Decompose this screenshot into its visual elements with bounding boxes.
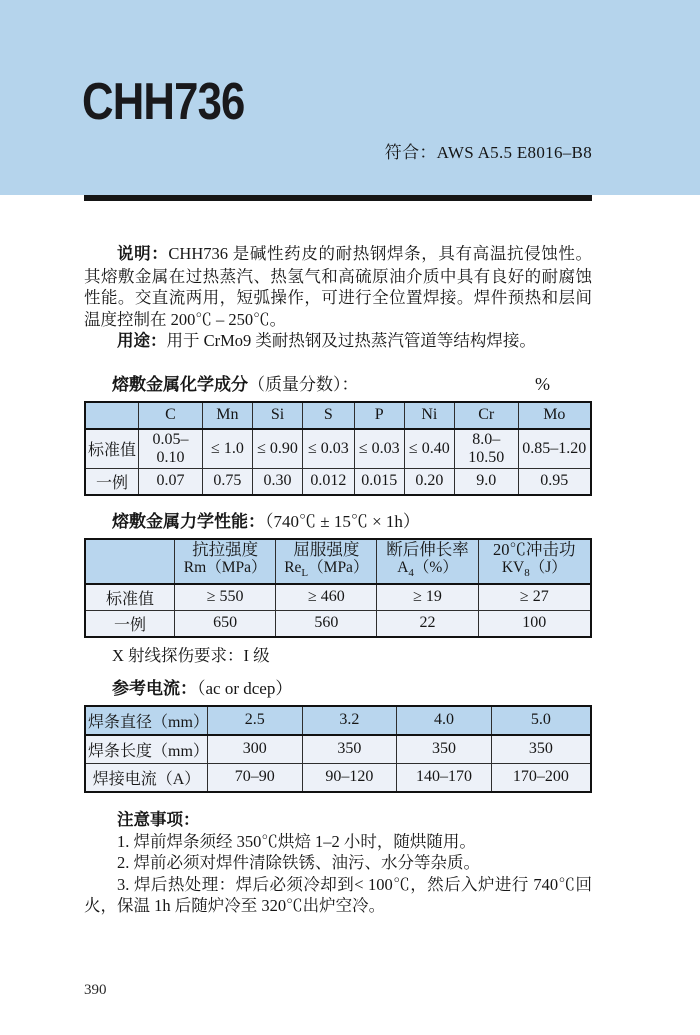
xray-requirement-note: X 射线探伤要求：I 级	[112, 645, 270, 665]
cell-value: ≥ 19	[377, 584, 478, 611]
column-header: S	[303, 402, 355, 429]
column-header-symbol: $A_4(\%)$	[397, 558, 458, 579]
column-header: Mn	[202, 402, 252, 429]
row-label: 焊接电流（A）	[85, 763, 207, 792]
cell-value: 300	[207, 735, 302, 764]
row-label: 焊条直径（mm）	[85, 706, 207, 735]
cell-value: 0.95	[518, 468, 591, 495]
table-row-length	[85, 735, 591, 764]
cell-value: 560	[276, 610, 377, 637]
description-paragraph	[84, 243, 592, 330]
cell-value: ≤ 1.0	[202, 429, 252, 469]
chemical-header-row	[85, 402, 591, 429]
mechanical-header-row	[85, 539, 591, 584]
chemical-table-unit: %	[535, 373, 550, 394]
usage-label: 用途：	[117, 332, 167, 350]
mechanical-properties-table	[84, 538, 592, 638]
column-header: P	[354, 402, 404, 429]
chemical-table-title-suffix: （质量分数）：	[248, 374, 359, 394]
table-row	[85, 468, 591, 495]
table-row	[85, 584, 591, 611]
cell-value: ≤ 0.03	[303, 429, 355, 469]
cell-value: 70–90	[207, 763, 302, 792]
cell-value: ≤ 0.40	[404, 429, 454, 469]
column-header	[276, 539, 377, 584]
cell-value: 350	[302, 735, 397, 764]
column-header-symbol: $Re_L(MPa)$	[284, 558, 369, 579]
column-header	[478, 539, 591, 584]
row-label: 焊条长度（mm）	[85, 735, 207, 764]
cell-value: 650	[175, 610, 276, 637]
page-content	[0, 243, 700, 917]
cell-value: 22	[377, 610, 478, 637]
note-item-1: 1. 焊前焊条须经 350℃烘焙 1–2 小时，随烘随用。	[117, 831, 476, 851]
cell-value: 0.012	[303, 468, 355, 495]
cell-value: 0.30	[252, 468, 302, 495]
mechanical-header-blank	[85, 539, 175, 584]
column-header-cn: 抗拉强度	[192, 539, 259, 559]
compliance-line	[385, 138, 592, 163]
cell-value: 140–170	[397, 763, 492, 792]
description-text: CHH736 是碱性药皮的耐热钢焊条，具有高温抗侵蚀性。其熔敷金属在过热蒸汽、热氢气和高硫原油介质中具有良好的耐腐蚀性能。交直流两用，短弧操作，可进行全位置焊接。焊件预热和层间温度控制在 200℃ – 250℃。	[84, 244, 593, 329]
chemical-table-title-main: 熔敷金属化学成分	[112, 374, 248, 394]
cell-value: ≤ 0.03	[354, 429, 404, 469]
cell-value: 0.75	[202, 468, 252, 495]
column-header-symbol: Rm（MPa）	[183, 558, 267, 576]
cell-value: 0.05–0.10	[139, 429, 203, 469]
table-row	[85, 610, 591, 637]
cell-value: 8.0–10.50	[454, 429, 518, 469]
column-header-symbol: $KV_8(J)$	[501, 558, 567, 579]
table-row-current	[85, 763, 591, 792]
product-code-title: CHH736	[82, 73, 245, 131]
cell-value: ≤ 0.90	[252, 429, 302, 469]
cell-value: ≥ 550	[175, 584, 276, 611]
cell-value: 0.20	[404, 468, 454, 495]
cell-value: 9.0	[454, 468, 518, 495]
cell-value: 4.0	[397, 706, 492, 735]
cell-value: 3.2	[302, 706, 397, 735]
column-header: Ni	[404, 402, 454, 429]
compliance-value: AWS A5.5 E8016–B8	[436, 143, 592, 162]
header-banner	[0, 0, 700, 195]
cell-value: ≥ 27	[478, 584, 591, 611]
note-item-2: 2. 焊前必须对焊件清除铁锈、油污、水分等杂质。	[117, 853, 480, 873]
current-table-title-main: 参考电流：	[112, 678, 197, 698]
chemical-table-title	[84, 373, 592, 396]
compliance-label: 符合：	[384, 143, 437, 162]
row-label: 标准值	[85, 584, 175, 611]
cell-value: 0.07	[139, 468, 203, 495]
mechanical-table-title-text	[112, 510, 420, 533]
cell-value: 5.0	[491, 706, 591, 735]
column-header	[377, 539, 478, 584]
mechanical-table-title	[84, 510, 592, 533]
usage-paragraph	[84, 330, 592, 353]
notes-heading: 注意事项：	[117, 810, 200, 829]
mechanical-table-title-main: 熔敷金属力学性能：	[112, 511, 265, 531]
page-number: 390	[84, 982, 107, 998]
column-header	[175, 539, 276, 584]
current-table-title-text	[112, 677, 292, 700]
chemical-header-blank	[85, 402, 139, 429]
current-table-title-suffix: （ac or dcep）	[197, 678, 293, 698]
row-label: 标准值	[85, 429, 139, 469]
reference-current-table	[84, 705, 592, 793]
cell-value: 0.015	[354, 468, 404, 495]
cell-value: 170–200	[491, 763, 591, 792]
description-label: 说明：	[117, 245, 169, 263]
usage-text: 用于 CrMo9 类耐热钢及过热蒸汽管道等结构焊接。	[166, 331, 536, 350]
column-header-cn: 屈服强度	[293, 539, 360, 559]
column-header: Cr	[454, 402, 518, 429]
column-header-cn: 20℃冲击功	[493, 539, 576, 559]
column-header: Si	[252, 402, 302, 429]
column-header: Mo	[518, 402, 591, 429]
cell-value: 90–120	[302, 763, 397, 792]
row-label: 一例	[85, 468, 139, 495]
row-label: 一例	[85, 610, 175, 637]
table-row-diameter	[85, 706, 591, 735]
current-table-title	[84, 677, 592, 700]
cell-value: 0.85–1.20	[518, 429, 591, 469]
column-header-cn: 断后伸长率	[386, 539, 469, 559]
chemical-table-title-text	[112, 373, 359, 396]
chemical-composition-table	[84, 401, 592, 496]
table-row	[85, 429, 591, 469]
cell-value: 350	[397, 735, 492, 764]
cell-value: 2.5	[207, 706, 302, 735]
cell-value: 350	[491, 735, 591, 764]
column-header: C	[139, 402, 203, 429]
cell-value: 100	[478, 610, 591, 637]
divider-rule	[84, 195, 592, 201]
mechanical-table-title-suffix: （740℃ ± 15℃ × 1h）	[265, 511, 420, 531]
cell-value: ≥ 460	[276, 584, 377, 611]
note-item-3: 3. 焊后热处理：焊后必须冷却到< 100℃，然后入炉进行 740℃回火，保温 1h 后随炉冷至 320℃出炉空冷。	[84, 874, 592, 916]
